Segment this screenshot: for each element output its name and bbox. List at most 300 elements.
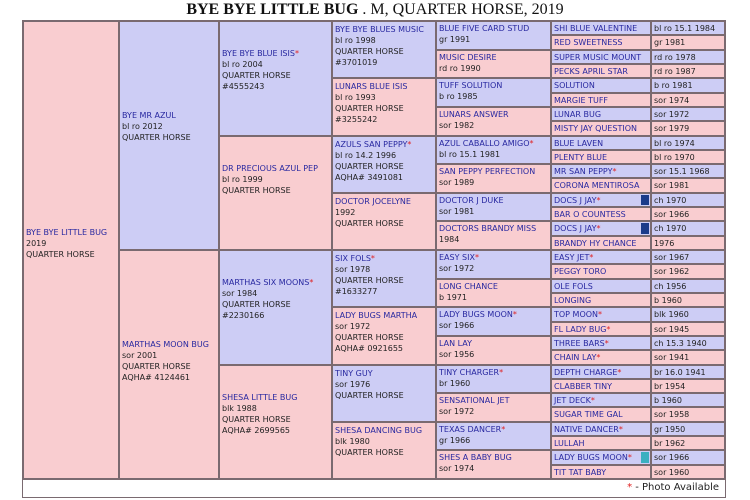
horse-name: BYE MR AZUL: [122, 111, 176, 120]
gen6-info-cell: [651, 264, 725, 278]
horse-detail: bl ro 1970: [654, 152, 695, 162]
horse-detail: sor 1966: [654, 453, 690, 463]
horse-name: TINY CHARGER: [439, 367, 500, 377]
gen6-info-cell: [651, 207, 725, 221]
horse-detail: #3255242: [335, 115, 378, 125]
horse-name: AZUL CABALLO AMIGO: [439, 138, 530, 148]
gen6-name-cell: [551, 93, 651, 107]
gen6-info-cell: [651, 336, 725, 350]
horse-detail: bl ro 15.1 1984: [654, 24, 716, 33]
gen6-name-cell: [551, 78, 651, 92]
horse-name: PEGGY TORO: [554, 267, 607, 277]
photo-star: *: [309, 278, 314, 287]
horse-name: LUNARS BLUE ISIS: [335, 82, 408, 92]
horse-detail: #4555243: [222, 82, 265, 91]
horse-name: SHI BLUE VALENTINE: [554, 24, 638, 33]
horse-name: LONGING: [554, 295, 592, 305]
horse-detail: blk 1988: [222, 403, 257, 413]
horse-name-line: [439, 281, 548, 292]
horse-name: LADY BUGS MARTHA: [335, 311, 418, 321]
gen4-cell: [332, 307, 436, 364]
chart-footer: [22, 480, 726, 498]
horse-name-line: [439, 367, 548, 378]
horse-name-line: [335, 81, 433, 92]
horse-name: TOP MOON: [554, 310, 599, 320]
horse-name-line: [122, 339, 216, 350]
horse-name: BYE BYE BLUE ISIS: [222, 49, 295, 58]
gen6-name-cell: [551, 422, 651, 436]
photo-star: *: [618, 424, 623, 434]
photo-star: *: [596, 224, 601, 234]
horse-detail: sor 1972: [335, 322, 371, 332]
horse-detail: bl ro 14.2 1996: [335, 150, 397, 160]
horse-name-line: [439, 223, 548, 234]
horse-detail: b 1960: [654, 295, 682, 305]
horse-name-line: [335, 425, 433, 436]
photo-star: *: [529, 138, 534, 148]
horse-detail: #3701019: [335, 58, 378, 67]
gen6-info-cell: [651, 365, 725, 379]
horse-detail: gr 1966: [439, 435, 471, 445]
horse-name-line: [439, 395, 548, 406]
horse-name: LADY BUGS MOON: [439, 310, 513, 320]
gen6-name-cell: [551, 336, 651, 350]
horse-detail: sor 1956: [439, 349, 475, 359]
horse-detail: bl ro 1974: [654, 138, 695, 148]
photo-star: *: [612, 167, 617, 177]
gen6-info-cell: [651, 236, 725, 250]
horse-name: AZULS SAN PEPPY: [335, 139, 408, 149]
gen6-name-cell: [551, 450, 651, 464]
horse-detail: sor 1945: [654, 324, 690, 334]
gen6-info-cell: [651, 350, 725, 364]
gen6-info-cell: [651, 64, 725, 78]
horse-name: DOCTORS BRANDY MISS: [439, 224, 537, 234]
horse-name: MARTHAS SIX MOONS: [222, 278, 310, 287]
horse-name: TUFF SOLUTION: [439, 81, 503, 91]
gen6-name-cell: [551, 379, 651, 393]
gen4-cell: [332, 136, 436, 193]
gen6-info-cell: [651, 393, 725, 407]
photo-star: *: [604, 338, 609, 348]
horse-name: PLENTY BLUE: [554, 152, 608, 162]
horse-detail: #1633277: [335, 287, 378, 296]
horse-name-line: [26, 227, 116, 238]
horse-name: MARTHAS MOON BUG: [122, 340, 209, 349]
horse-name: DR PRECIOUS AZUL PEP: [222, 163, 318, 173]
horse-name: EASY JET: [554, 253, 590, 262]
horse-name-line: [439, 338, 548, 349]
gen6-name-cell: [551, 236, 651, 250]
horse-name-line: [439, 23, 548, 34]
horse-detail: sor 15.1 1968: [654, 167, 710, 177]
gen5-cell: [436, 50, 551, 79]
horse-name: DOCS J JAY: [554, 195, 597, 205]
photo-star: *: [627, 453, 632, 463]
horse-detail: sor 1981: [654, 181, 690, 191]
horse-name-line: [439, 452, 548, 463]
horse-name: SHESA LITTLE BUG: [222, 392, 298, 402]
horse-name: LONG CHANCE: [439, 281, 498, 291]
horse-name-line: [222, 277, 329, 288]
horse-name-line: [439, 80, 548, 91]
gen3-cell: [219, 365, 332, 480]
photo-star: *: [596, 353, 601, 363]
photo-star: *: [294, 49, 299, 58]
horse-name: TEXAS DANCER: [439, 424, 502, 434]
horse-detail: 1992: [335, 207, 356, 217]
gen6-name-cell: [551, 136, 651, 150]
photo-star: *: [501, 424, 506, 434]
horse-name: MISTY JAY QUESTION: [554, 124, 637, 134]
horse-name-line: [222, 163, 329, 174]
horse-detail: blk 1980: [335, 436, 370, 446]
photo-star: *: [617, 367, 622, 377]
horse-name: THREE BARS: [554, 338, 605, 348]
gen5-cell: [436, 221, 551, 250]
gen5-cell: [436, 279, 551, 308]
gen6-info-cell: [651, 293, 725, 307]
gen5-cell: [436, 136, 551, 165]
photo-star: *: [512, 310, 517, 320]
photo-star: *: [499, 367, 504, 377]
horse-name: CHAIN LAY: [554, 353, 597, 363]
legend-star: *: [627, 482, 633, 493]
sire-cell: [119, 21, 219, 250]
horse-name-line: [439, 166, 548, 177]
horse-detail: 1976: [654, 238, 675, 248]
horse-name: LAN LAY: [439, 338, 473, 348]
gen6-info-cell: [651, 465, 725, 479]
gen6-info-cell: [651, 164, 725, 178]
horse-detail: sor 1962: [654, 267, 690, 277]
horse-detail: bl ro 15.1 1981: [439, 149, 501, 159]
horse-detail: AQHA# 4124461: [122, 373, 190, 382]
horse-detail: gr 1991: [439, 35, 471, 44]
gen6-info-cell: [651, 279, 725, 293]
photo-thumbnail-icon: [641, 452, 649, 462]
gen6-name-cell: [551, 164, 651, 178]
gen6-info-cell: [651, 150, 725, 164]
dam-cell: [119, 250, 219, 479]
horse-detail: b 1971: [439, 292, 467, 302]
title-details: . M, QUARTER HORSE, 2019: [358, 1, 564, 18]
horse-name: MR SAN PEPPY: [554, 167, 613, 177]
horse-name: CORONA MENTIROSA: [554, 181, 640, 191]
gen6-info-cell: [651, 78, 725, 92]
gen5-cell: [436, 393, 551, 422]
gen6-info-cell: [651, 379, 725, 393]
horse-detail: blk 1960: [654, 310, 689, 320]
gen6-name-cell: [551, 436, 651, 450]
horse-name: SHESA DANCING BUG: [335, 425, 423, 435]
horse-name: FL LADY BUG: [554, 324, 607, 334]
gen6-info-cell: [651, 422, 725, 436]
horse-detail: sor 1974: [654, 95, 690, 105]
gen3-cell: [219, 21, 332, 136]
horse-name-line: [439, 195, 548, 206]
horse-name-line: [222, 48, 329, 59]
horse-detail: QUARTER HORSE: [335, 390, 404, 400]
gen4-cell: [332, 78, 436, 135]
gen3-cell: [219, 136, 332, 251]
gen4-cell: [332, 250, 436, 307]
horse-detail: #2230166: [222, 311, 265, 320]
horse-detail: sor 1967: [654, 253, 690, 262]
horse-detail: bl ro 1993: [335, 93, 376, 103]
horse-detail: gr 1950: [654, 424, 686, 434]
gen4-cell: [332, 21, 436, 78]
gen6-info-cell: [651, 450, 725, 464]
gen6-name-cell: [551, 35, 651, 49]
gen5-cell: [436, 450, 551, 479]
horse-detail: QUARTER HORSE: [26, 250, 95, 259]
subject-horse: [23, 21, 119, 479]
horse-detail: b 1960: [654, 396, 682, 406]
horse-name: OLE FOLS: [554, 281, 593, 291]
horse-name: PECKS APRIL STAR: [554, 66, 628, 76]
horse-detail: ch 15.3 1940: [654, 338, 707, 348]
horse-name: JET DECK: [554, 396, 591, 406]
horse-name: SAN PEPPY PERFECTION: [439, 167, 536, 177]
horse-name: TIT TAT BABY: [554, 467, 607, 477]
gen6-name-cell: [551, 465, 651, 479]
horse-detail: bl ro 1999: [222, 174, 263, 184]
gen6-name-cell: [551, 107, 651, 121]
horse-detail: AQHA# 2699565: [222, 425, 290, 435]
horse-detail: br 1954: [654, 381, 686, 391]
gen6-info-cell: [651, 250, 725, 264]
horse-detail: ch 1970: [654, 195, 687, 205]
horse-detail: QUARTER HORSE: [122, 362, 191, 371]
gen6-info-cell: [651, 21, 725, 35]
horse-name: SOLUTION: [554, 81, 595, 91]
horse-detail: sor 1981: [439, 206, 475, 216]
gen6-name-cell: [551, 293, 651, 307]
gen5-cell: [436, 307, 551, 336]
gen6-info-cell: [651, 178, 725, 192]
horse-detail: sor 1972: [439, 407, 475, 417]
horse-detail: sor 1972: [654, 109, 690, 119]
horse-detail: sor 1976: [335, 379, 371, 389]
gen6-info-cell: [651, 436, 725, 450]
horse-name: DOCTOR J DUKE: [439, 195, 504, 205]
gen6-info-cell: [651, 307, 725, 321]
gen6-name-cell: [551, 121, 651, 135]
horse-name-line: [222, 392, 329, 403]
horse-detail: rd ro 1987: [654, 66, 696, 76]
horse-name: NATIVE DANCER: [554, 424, 619, 434]
horse-detail: sor 1966: [439, 321, 475, 331]
horse-detail: b ro 1985: [439, 92, 478, 102]
horse-name: BYE BYE BLUES MUSIC: [335, 25, 424, 34]
horse-name-line: [335, 24, 433, 35]
horse-name: SIX FOLS: [335, 254, 371, 263]
horse-detail: sor 1979: [654, 124, 690, 134]
horse-name: BLUE LAVEN: [554, 138, 604, 148]
horse-detail: QUARTER HORSE: [335, 447, 404, 457]
gen5-cell: [436, 336, 551, 365]
legend-text: - Photo Available: [632, 482, 719, 493]
horse-name: SUGAR TIME GAL: [554, 410, 623, 420]
gen6-info-cell: [651, 50, 725, 64]
horse-detail: ch 1956: [654, 281, 687, 291]
horse-name: MUSIC DESIRE: [439, 52, 497, 62]
photo-star: *: [596, 195, 601, 205]
photo-star: *: [474, 253, 479, 262]
horse-detail: 2019: [26, 239, 47, 248]
horse-name: DOCTOR JOCELYNE: [335, 196, 411, 206]
horse-detail: sor 1989: [439, 178, 475, 188]
gen6-name-cell: [551, 350, 651, 364]
horse-detail: QUARTER HORSE: [335, 104, 404, 114]
horse-name: LUNARS ANSWER: [439, 109, 509, 119]
gen3-cell: [219, 250, 332, 365]
horse-name: LULLAH: [554, 439, 585, 449]
gen6-name-cell: [551, 193, 651, 207]
gen5-cell: [436, 365, 551, 394]
horse-detail: sor 1984: [222, 289, 258, 298]
gen6-name-cell: [551, 207, 651, 221]
horse-detail: QUARTER HORSE: [122, 133, 191, 142]
horse-detail: QUARTER HORSE: [222, 185, 291, 195]
photo-star: *: [598, 310, 603, 320]
gen4-cell: [332, 422, 436, 479]
horse-detail: sor 1982: [439, 120, 475, 130]
horse-detail: QUARTER HORSE: [335, 218, 404, 228]
horse-name-line: [335, 253, 433, 264]
horse-detail: QUARTER HORSE: [335, 333, 404, 343]
horse-name: BLUE FIVE CARD STUD: [439, 24, 530, 33]
horse-detail: rd ro 1978: [654, 52, 696, 62]
horse-name: MARGIE TUFF: [554, 95, 609, 105]
gen6-name-cell: [551, 21, 651, 35]
gen6-name-cell: [551, 322, 651, 336]
horse-name: SENSATIONAL JET: [439, 396, 510, 406]
horse-detail: br 1962: [654, 439, 686, 449]
horse-name-line: [439, 52, 548, 63]
horse-name-line: [439, 424, 548, 435]
horse-name-line: [335, 139, 433, 150]
horse-detail: sor 1941: [654, 353, 690, 363]
horse-name: LUNAR BUG: [554, 109, 602, 119]
horse-name: SHES A BABY BUG: [439, 453, 512, 463]
gen6-name-cell: [551, 393, 651, 407]
horse-detail: 1984: [439, 235, 460, 245]
gen6-name-cell: [551, 365, 651, 379]
horse-detail: QUARTER HORSE: [222, 300, 291, 309]
photo-legend: [627, 482, 719, 493]
horse-detail: gr 1981: [654, 38, 686, 48]
horse-detail: sor 1972: [439, 264, 475, 273]
horse-detail: sor 1966: [654, 210, 690, 220]
photo-star: *: [370, 254, 375, 263]
horse-detail: bl ro 2004: [222, 60, 263, 69]
horse-detail: ch 1970: [654, 224, 687, 234]
gen6-info-cell: [651, 93, 725, 107]
horse-detail: bl ro 1998: [335, 36, 376, 45]
horse-detail: QUARTER HORSE: [335, 276, 404, 285]
horse-name: CLABBER TINY: [554, 381, 612, 391]
gen5-cell: [436, 107, 551, 136]
gen5-cell: [436, 21, 551, 50]
horse-name: TINY GUY: [335, 368, 373, 378]
gen5-cell: [436, 193, 551, 222]
horse-detail: AQHA# 0921655: [335, 344, 403, 354]
gen5-cell: [436, 78, 551, 107]
horse-name: RED SWEETNESS: [554, 38, 623, 48]
horse-detail: sor 2001: [122, 351, 158, 360]
horse-name-line: [439, 252, 548, 263]
horse-name-line: [335, 368, 433, 379]
horse-detail: AQHA# 3491081: [335, 172, 403, 182]
horse-detail: QUARTER HORSE: [335, 47, 404, 56]
horse-name: SUPER MUSIC MOUNT: [554, 52, 642, 62]
horse-detail: br 1960: [439, 378, 471, 388]
horse-name-line: [335, 196, 433, 207]
horse-detail: QUARTER HORSE: [335, 161, 404, 171]
horse-detail: sor 1974: [439, 464, 475, 474]
photo-thumbnail-icon: [641, 195, 649, 205]
horse-detail: b ro 1981: [654, 81, 693, 91]
gen6-info-cell: [651, 322, 725, 336]
horse-name-title: BYE BYE LITTLE BUG: [186, 1, 359, 18]
photo-thumbnail-icon: [641, 223, 649, 233]
gen6-name-cell: [551, 264, 651, 278]
photo-star: *: [590, 396, 595, 406]
gen5-cell: [436, 250, 551, 279]
horse-name: BAR O COUNTESS: [554, 210, 626, 220]
horse-detail: QUARTER HORSE: [222, 414, 291, 424]
horse-detail: sor 1958: [654, 410, 690, 420]
gen5-cell: [436, 164, 551, 193]
photo-star: *: [589, 253, 594, 262]
gen6-info-cell: [651, 35, 725, 49]
gen4-cell: [332, 193, 436, 250]
horse-detail: br 16.0 1941: [654, 367, 706, 377]
gen6-name-cell: [551, 178, 651, 192]
horse-detail: rd ro 1990: [439, 63, 481, 73]
horse-name: LADY BUGS MOON: [554, 453, 628, 463]
gen6-info-cell: [651, 221, 725, 235]
horse-name: BYE BYE LITTLE BUG: [26, 228, 108, 237]
horse-name: DOCS J JAY: [554, 224, 597, 234]
horse-name: DEPTH CHARGE: [554, 367, 618, 377]
page-title: [0, 0, 750, 20]
gen5-cell: [436, 422, 551, 451]
horse-name-line: [122, 110, 216, 121]
gen6-info-cell: [651, 136, 725, 150]
horse-name-line: [335, 310, 433, 321]
photo-star: *: [407, 139, 412, 149]
gen4-cell: [332, 365, 436, 422]
horse-detail: sor 1960: [654, 467, 690, 477]
gen6-info-cell: [651, 407, 725, 421]
photo-star: *: [606, 324, 611, 334]
horse-name-line: [439, 138, 548, 149]
horse-detail: bl ro 2012: [122, 122, 163, 131]
gen6-info-cell: [651, 107, 725, 121]
horse-detail: QUARTER HORSE: [222, 71, 291, 80]
gen6-info-cell: [651, 193, 725, 207]
gen6-name-cell: [551, 279, 651, 293]
gen6-name-cell: [551, 64, 651, 78]
horse-name-line: [439, 309, 548, 320]
horse-name: BRANDY HY CHANCE: [554, 238, 637, 248]
horse-detail: sor 1978: [335, 265, 371, 274]
gen6-name-cell: [551, 250, 651, 264]
gen6-name-cell: [551, 221, 651, 235]
